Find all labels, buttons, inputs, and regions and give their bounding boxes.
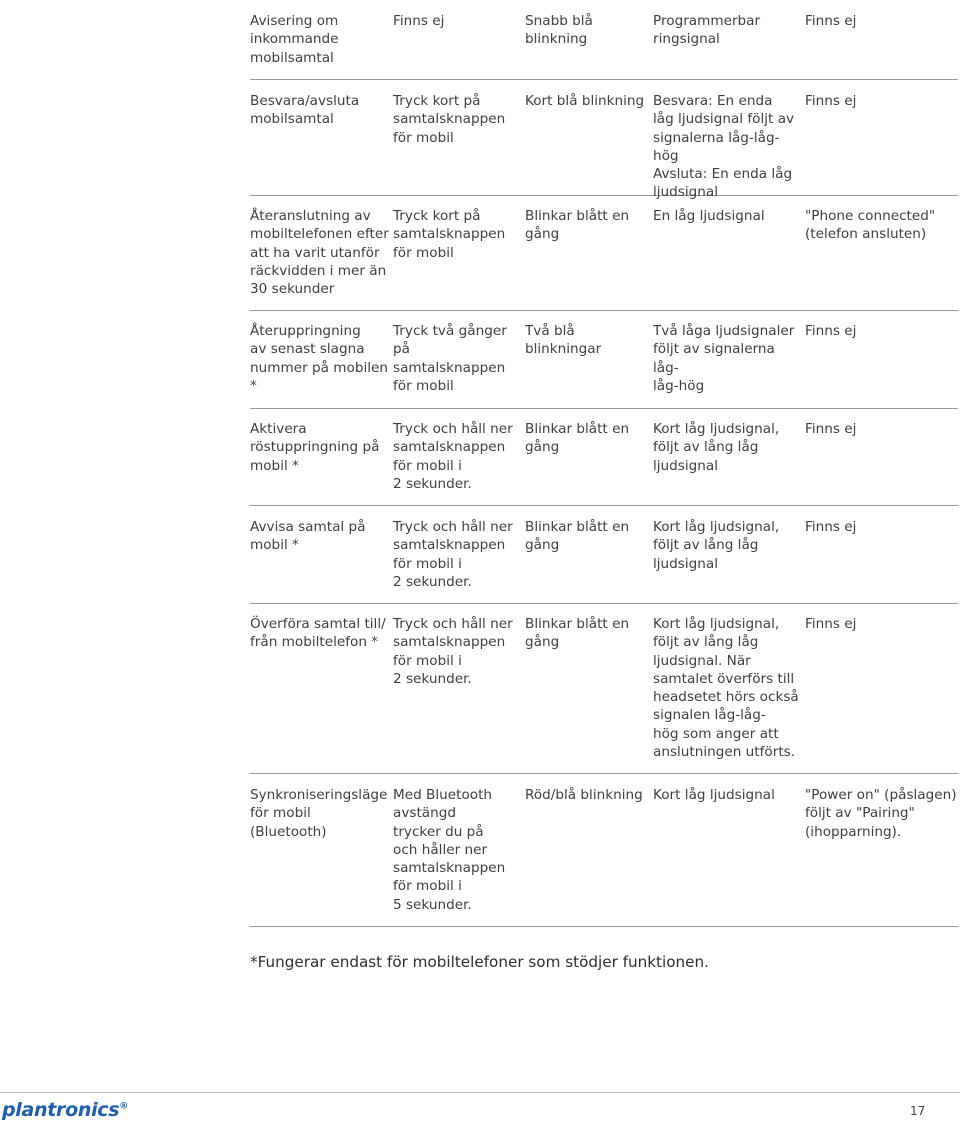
plantronics-logo <box>2 1099 128 1121</box>
table-cell: Besvara: En enda låg ljudsignal följt av signalerna låg-låg-hög Avsluta: En enda låg ljudsignal <box>653 93 795 201</box>
table-cell: Tryck och håll ner samtalsknappen för mobil i 2 sekunder. <box>393 519 513 590</box>
table-cell: Tryck och håll ner samtalsknappen för mobil i 2 sekunder. <box>393 616 513 687</box>
table-row <box>250 420 958 506</box>
table-cell: Kort låg ljudsignal, följt av lång låg ljudsignal <box>653 519 780 572</box>
table-cell: Finns ej <box>805 93 857 109</box>
table-cell: Besvara/avsluta mobilsamtal <box>250 93 360 128</box>
table-cell: Med Bluetooth avstängd trycker du på och håller ner samtalsknappen för mobil i 5 sekunder. <box>393 787 506 913</box>
table-cell: Finns ej <box>393 13 445 29</box>
table-cell: Finns ej <box>805 421 857 437</box>
table-cell: Programmerbar ringsignal <box>653 13 761 48</box>
table-cell: Tryck och håll ner samtalsknappen för mobil i 2 sekunder. <box>393 421 513 492</box>
page-number: 17 <box>910 1104 926 1118</box>
table-row <box>250 207 958 311</box>
table-row <box>250 12 958 80</box>
table-cell: Blinkar blått en gång <box>525 616 630 651</box>
footnote: *Fungerar endast för mobiltelefoner som stödjer funktionen. <box>250 953 709 971</box>
table-cell: Återanslutning av mobiltelefonen efter att ha varit utanför räckvidden i mer än 30 sekunder <box>250 208 389 298</box>
table-cell: Kort blå blinkning <box>525 93 645 109</box>
table-cell: Tryck kort på samtalsknappen för mobil <box>393 93 506 146</box>
table-cell: "Power on" (påslagen) följt av "Pairing" (ihopparning). <box>805 787 957 840</box>
table-cell: Synkroniseringsläge för mobil (Bluetooth) <box>250 787 388 840</box>
table-row <box>250 786 958 927</box>
logo-text: plantronics <box>2 1099 120 1121</box>
table-row <box>250 615 958 774</box>
table-cell: Snabb blå blinkning <box>525 13 593 48</box>
table-cell: Tryck kort på samtalsknappen för mobil <box>393 208 506 261</box>
table-cell: Återuppringning av senast slagna nummer på mobilen * <box>250 323 388 394</box>
table-cell: Två blå blinkningar <box>525 323 602 358</box>
table-cell: Aktivera röstuppringning på mobil * <box>250 421 380 474</box>
table-cell: Kort låg ljudsignal, följt av lång låg ljudsignal. När samtalet överförs till headsetet hörs också signalen låg-låg- hög som anger att anslutningen utförts. <box>653 616 799 761</box>
table-cell: Avvisa samtal på mobil * <box>250 519 366 554</box>
table-cell: Överföra samtal till/ från mobiltelefon * <box>250 616 386 651</box>
table-cell: Finns ej <box>805 616 857 632</box>
table-row <box>250 518 958 604</box>
table-row <box>250 322 958 409</box>
table-cell: Finns ej <box>805 323 857 339</box>
table-cell: Tryck två gånger på samtalsknappen för mobil <box>393 323 507 394</box>
table-cell: Kort låg ljudsignal <box>653 787 775 803</box>
table-cell: Avisering om inkommande mobilsamtal <box>250 13 339 66</box>
table-cell: Blinkar blått en gång <box>525 519 630 554</box>
footer-divider <box>0 1092 960 1093</box>
table-cell: Två låga ljudsignaler följt av signalerna låg- låg-hög <box>653 323 795 394</box>
table-row <box>250 92 958 201</box>
table-cell: Blinkar blått en gång <box>525 208 630 243</box>
table-cell: Röd/blå blinkning <box>525 787 643 803</box>
registered-mark: ® <box>119 1101 128 1112</box>
table-cell: Finns ej <box>805 519 857 535</box>
table-cell: Blinkar blått en gång <box>525 421 630 456</box>
table-cell: "Phone connected" (telefon ansluten) <box>805 208 936 243</box>
table-cell: Kort låg ljudsignal, följt av lång låg ljudsignal <box>653 421 780 474</box>
table-cell: Finns ej <box>805 13 857 29</box>
table-cell: En låg ljudsignal <box>653 208 765 224</box>
